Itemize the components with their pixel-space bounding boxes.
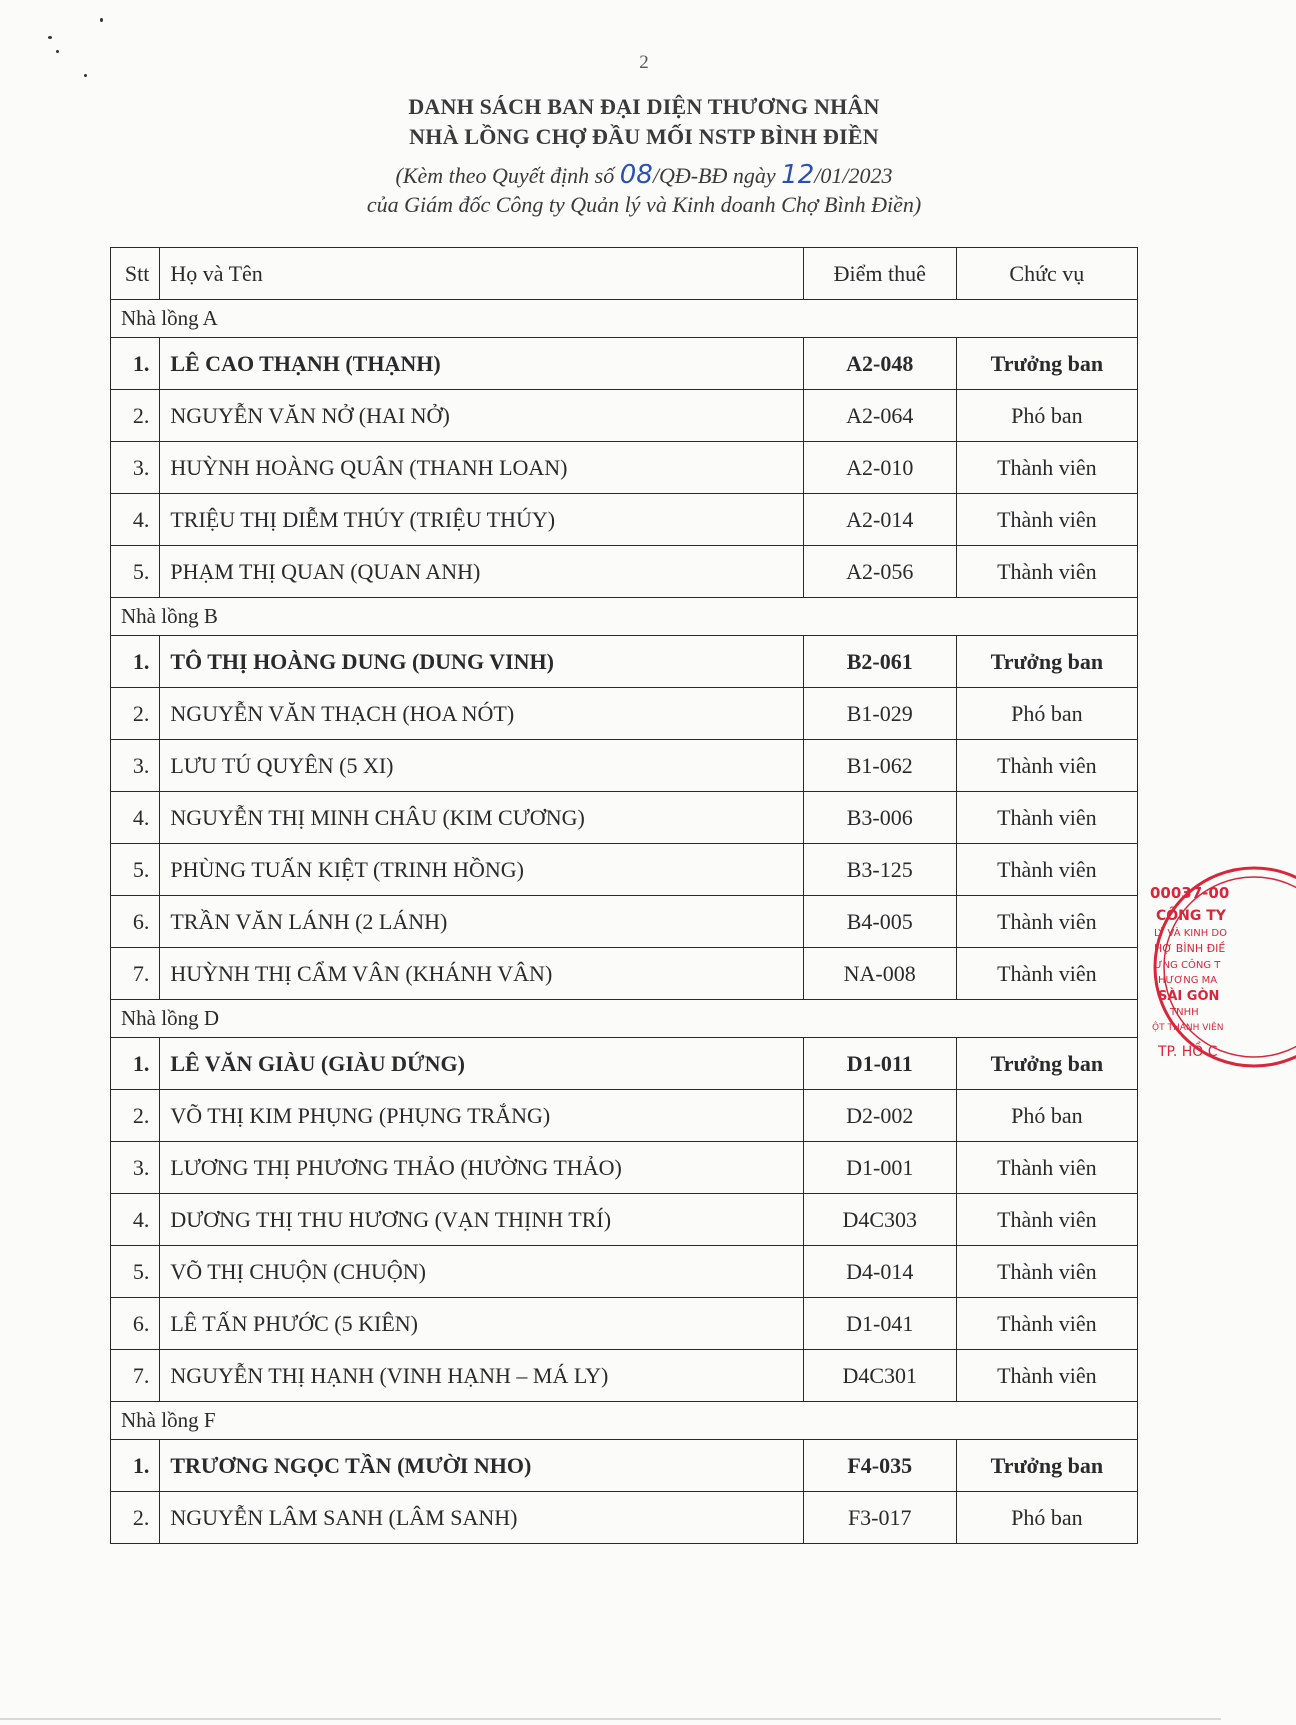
table-row <box>111 1194 1138 1246</box>
member-name: LÊ CAO THẠNH (THẠNH) <box>160 338 803 390</box>
row-number: 5. <box>111 844 160 896</box>
member-role: Thành viên <box>956 494 1137 546</box>
section-label: Nhà lồng B <box>111 598 1138 636</box>
table-header-row <box>111 248 1138 300</box>
svg-text:LÝ VÀ KINH DO: LÝ VÀ KINH DO <box>1154 928 1228 939</box>
member-role: Thành viên <box>956 1298 1137 1350</box>
member-role: Trưởng ban <box>956 1440 1137 1492</box>
table-row <box>111 442 1138 494</box>
stall-code: A2-064 <box>803 390 956 442</box>
member-name: PHẠM THỊ QUAN (QUAN ANH) <box>160 546 803 598</box>
row-number: 5. <box>111 1246 160 1298</box>
stall-code: A2-048 <box>803 338 956 390</box>
table-row <box>111 546 1138 598</box>
member-role: Thành viên <box>956 1142 1137 1194</box>
svg-text:ƯNG CÔNG T: ƯNG CÔNG T <box>1154 960 1221 971</box>
member-name: TRIỆU THỊ DIỄM THÚY (TRIỆU THÚY) <box>160 494 803 546</box>
member-name: DƯƠNG THỊ THU HƯƠNG (VẠN THỊNH TRÍ) <box>160 1194 803 1246</box>
member-role: Thành viên <box>956 1350 1137 1402</box>
row-number: 2. <box>111 1492 160 1544</box>
member-name: LÊ TẤN PHƯỚC (5 KIÊN) <box>160 1298 803 1350</box>
stall-code: B1-062 <box>803 740 956 792</box>
scan-speck <box>100 18 103 22</box>
header-code: Điểm thuê <box>803 248 956 300</box>
svg-text:CÔNG TY: CÔNG TY <box>1156 908 1226 924</box>
stall-code: D1-001 <box>803 1142 956 1194</box>
table-row <box>111 494 1138 546</box>
page-number: 2 <box>639 52 649 73</box>
member-role: Trưởng ban <box>956 636 1137 688</box>
member-name: PHÙNG TUẤN KIỆT (TRINH HỒNG) <box>160 844 803 896</box>
stall-code: F4-035 <box>803 1440 956 1492</box>
handwritten-day: 12 <box>781 160 815 190</box>
row-number: 5. <box>111 546 160 598</box>
member-name: NGUYỄN THỊ HẠNH (VINH HẠNH – MÁ LY) <box>160 1350 803 1402</box>
svg-text:HƯƠNG MA: HƯƠNG MA <box>1158 975 1218 986</box>
stall-code: D2-002 <box>803 1090 956 1142</box>
member-name: VÕ THỊ KIM PHỤNG (PHỤNG TRẮNG) <box>160 1090 803 1142</box>
row-number: 4. <box>111 792 160 844</box>
row-number: 1. <box>111 1038 160 1090</box>
table-row <box>111 1440 1138 1492</box>
scan-speck <box>48 36 52 39</box>
member-name: NGUYỄN VĂN THẠCH (HOA NÓT) <box>160 688 803 740</box>
table-row <box>111 1350 1138 1402</box>
table-row <box>111 1246 1138 1298</box>
member-name: LƯU TÚ QUYÊN (5 XI) <box>160 740 803 792</box>
representative-table <box>110 247 1138 1544</box>
subtitle-middle: /QĐ-BĐ ngày <box>652 163 782 188</box>
row-number: 3. <box>111 1142 160 1194</box>
stall-code: D4-014 <box>803 1246 956 1298</box>
table-row <box>111 1090 1138 1142</box>
row-number: 4. <box>111 1194 160 1246</box>
stall-code: D4C303 <box>803 1194 956 1246</box>
section-row <box>111 1000 1138 1038</box>
stall-code: B1-029 <box>803 688 956 740</box>
row-number: 7. <box>111 948 160 1000</box>
section-label: Nhà lồng F <box>111 1402 1138 1440</box>
member-role: Thành viên <box>956 546 1137 598</box>
section-row <box>111 300 1138 338</box>
handwritten-decision-number: 08 <box>619 160 653 190</box>
document-title-line-1: DANH SÁCH BAN ĐẠI DIỆN THƯƠNG NHÂN <box>408 94 880 119</box>
table-row <box>111 636 1138 688</box>
member-name: NGUYỄN LÂM SANH (LÂM SANH) <box>160 1492 803 1544</box>
subtitle-suffix: /01/2023 <box>814 163 893 188</box>
row-number: 1. <box>111 1440 160 1492</box>
member-name: TÔ THỊ HOÀNG DUNG (DUNG VINH) <box>160 636 803 688</box>
table-row <box>111 1142 1138 1194</box>
member-role: Phó ban <box>956 688 1137 740</box>
member-role: Thành viên <box>956 1194 1137 1246</box>
table-row <box>111 844 1138 896</box>
table-row <box>111 390 1138 442</box>
section-label: Nhà lồng A <box>111 300 1138 338</box>
member-role: Thành viên <box>956 1246 1137 1298</box>
stall-code: A2-014 <box>803 494 956 546</box>
table-row <box>111 1492 1138 1544</box>
table-row <box>111 792 1138 844</box>
row-number: 2. <box>111 688 160 740</box>
stall-code: B2-061 <box>803 636 956 688</box>
row-number: 6. <box>111 896 160 948</box>
table-row <box>111 948 1138 1000</box>
member-name: VÕ THỊ CHUỘN (CHUỘN) <box>160 1246 803 1298</box>
table-row <box>111 1038 1138 1090</box>
member-name: LÊ VĂN GIÀU (GIÀU DỨNG) <box>160 1038 803 1090</box>
stall-code: D1-041 <box>803 1298 956 1350</box>
member-name: HUỲNH THỊ CẨM VÂN (KHÁNH VÂN) <box>160 948 803 1000</box>
table-row <box>111 896 1138 948</box>
member-name: NGUYỄN VĂN NỞ (HAI NỞ) <box>160 390 803 442</box>
document-subtitle-line-2: của Giám đốc Công ty Quản lý và Kinh doanh Chợ Bình Điền) <box>366 192 922 217</box>
stall-code: A2-056 <box>803 546 956 598</box>
row-number: 3. <box>111 442 160 494</box>
row-number: 2. <box>111 390 160 442</box>
member-name: NGUYỄN THỊ MINH CHÂU (KIM CƯƠNG) <box>160 792 803 844</box>
stall-code: B3-006 <box>803 792 956 844</box>
scan-speck <box>56 50 59 53</box>
member-name: TRẦN VĂN LÁNH (2 LÁNH) <box>160 896 803 948</box>
stall-code: B3-125 <box>803 844 956 896</box>
row-number: 4. <box>111 494 160 546</box>
row-number: 1. <box>111 636 160 688</box>
row-number: 1. <box>111 338 160 390</box>
member-role: Thành viên <box>956 792 1137 844</box>
member-role: Phó ban <box>956 390 1137 442</box>
stall-code: F3-017 <box>803 1492 956 1544</box>
table-row <box>111 688 1138 740</box>
stall-code: D1-011 <box>803 1038 956 1090</box>
table-row <box>111 1298 1138 1350</box>
member-role: Thành viên <box>956 442 1137 494</box>
member-name: TRƯƠNG NGỌC TẦN (MƯỜI NHO) <box>160 1440 803 1492</box>
member-role: Trưởng ban <box>956 1038 1137 1090</box>
document-title-line-2: NHÀ LỒNG CHỢ ĐẦU MỐI NSTP BÌNH ĐIỀN <box>409 124 879 149</box>
member-name: HUỲNH HOÀNG QUÂN (THANH LOAN) <box>160 442 803 494</box>
svg-text:TNHH: TNHH <box>1170 1007 1199 1018</box>
svg-text:00037-00: 00037-00 <box>1150 884 1230 902</box>
stall-code: D4C301 <box>803 1350 956 1402</box>
section-row <box>111 598 1138 636</box>
stall-code: B4-005 <box>803 896 956 948</box>
member-role: Thành viên <box>956 740 1137 792</box>
header-name: Họ và Tên <box>160 248 803 300</box>
stall-code: NA-008 <box>803 948 956 1000</box>
page-bottom-edge <box>0 1718 1221 1720</box>
member-role: Trưởng ban <box>956 338 1137 390</box>
company-seal-stamp <box>1146 864 1230 1070</box>
member-role: Phó ban <box>956 1090 1137 1142</box>
member-role: Thành viên <box>956 896 1137 948</box>
svg-text:HỢ BÌNH ĐIỀ: HỢ BÌNH ĐIỀ <box>1154 942 1226 955</box>
member-role: Phó ban <box>956 1492 1137 1544</box>
svg-text:ỘT THÀNH VIÊN: ỘT THÀNH VIÊN <box>1152 1023 1224 1033</box>
row-number: 7. <box>111 1350 160 1402</box>
stall-code: A2-010 <box>803 442 956 494</box>
section-row <box>111 1402 1138 1440</box>
svg-text:TP. HỒ C: TP. HỒ C <box>1158 1044 1218 1060</box>
svg-text:SÀI GÒN: SÀI GÒN <box>1158 989 1220 1004</box>
document-subtitle <box>0 160 1288 190</box>
row-number: 2. <box>111 1090 160 1142</box>
member-role: Thành viên <box>956 948 1137 1000</box>
row-number: 3. <box>111 740 160 792</box>
table-row <box>111 740 1138 792</box>
table-row <box>111 338 1138 390</box>
member-role: Thành viên <box>956 844 1137 896</box>
row-number: 6. <box>111 1298 160 1350</box>
section-label: Nhà lồng D <box>111 1000 1138 1038</box>
header-role: Chức vụ <box>956 248 1137 300</box>
member-name: LƯƠNG THỊ PHƯƠNG THẢO (HƯỜNG THẢO) <box>160 1142 803 1194</box>
scan-speck <box>84 74 87 77</box>
header-stt: Stt <box>111 248 160 300</box>
subtitle-prefix: (Kèm theo Quyết định số <box>395 163 620 188</box>
